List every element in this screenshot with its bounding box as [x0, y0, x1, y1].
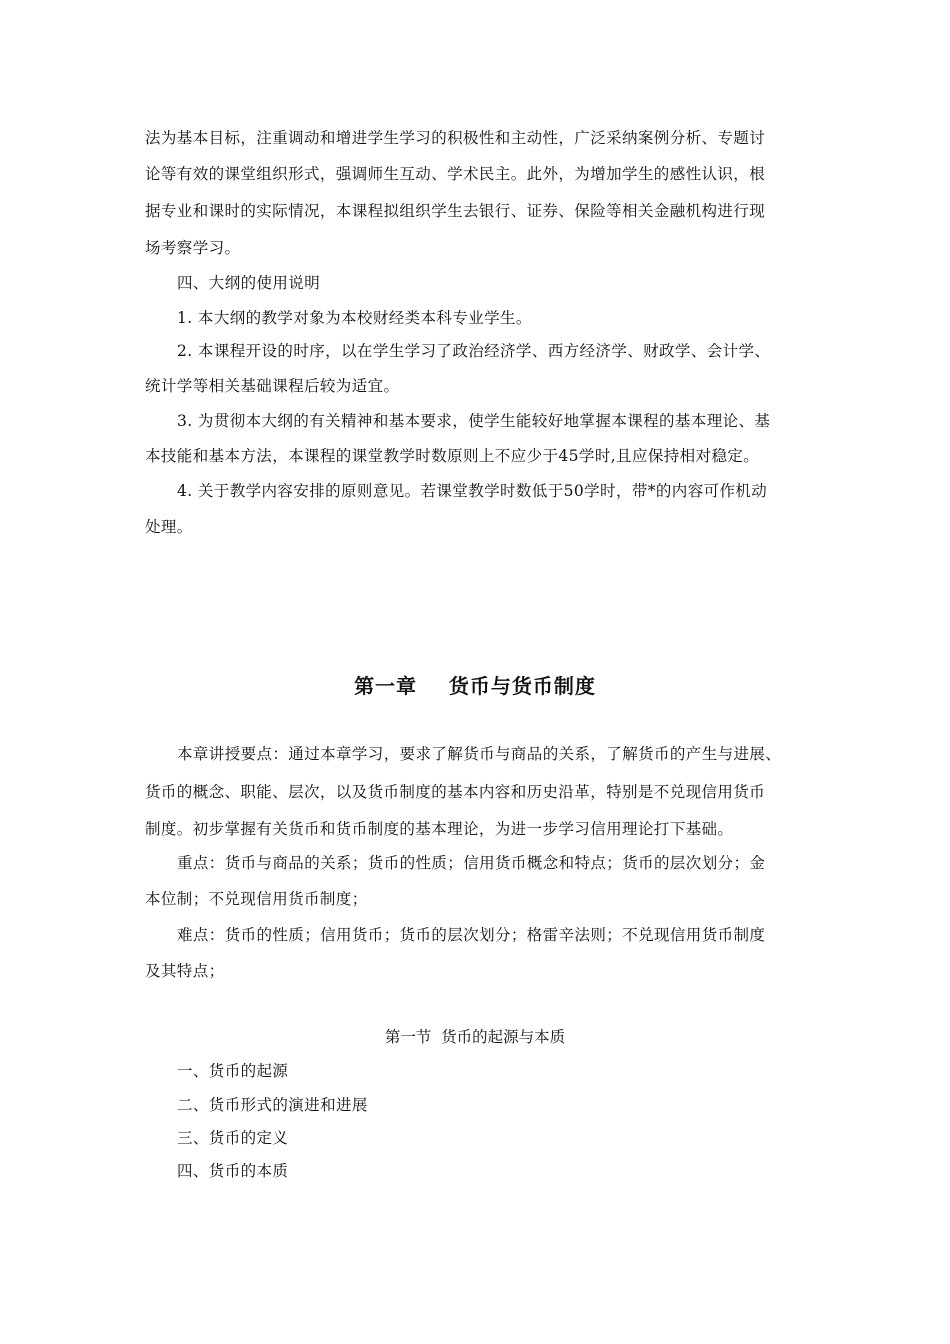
usage-item-4: 4. 关于教学内容安排的原则意见。若课堂教学时数低于50学时，带*的内容可作机动	[177, 482, 768, 500]
intro-line: 据专业和课时的实际情况，本课程拟组织学生去银行、证券、保险等相关金融机构进行现	[145, 202, 766, 220]
intro-line: 法为基本目标，注重调动和增进学生学习的积极性和主动性，广泛采纳案例分析、专题讨	[145, 129, 766, 147]
chapter-summary-cont: 货币的概念、职能、层次，以及货币制度的基本内容和历史沿革，特别是不兑现信用货币	[145, 783, 766, 801]
usage-item-2: 2. 本课程开设的时序，以在学生学习了政治经济学、西方经济学、财政学、会计学、	[177, 342, 771, 360]
section-item: 三、货币的定义	[177, 1129, 289, 1147]
chapter-summary-cont: 制度。初步掌握有关货币和货币制度的基本理论，为进一步学习信用理论打下基础。	[145, 820, 734, 838]
section-item: 四、货币的本质	[177, 1162, 289, 1180]
chapter-title: 第一章 货币与货币制度	[354, 674, 596, 698]
difficult-points: 难点：货币的性质；信用货币；货币的层次划分；格雷辛法则；不兑现信用货币制度	[177, 926, 766, 944]
usage-item-3: 3. 为贯彻本大纲的有关精神和基本要求，使学生能较好地掌握本课程的基本理论、基	[177, 412, 771, 430]
section-title: 第一节 货币的起源与本质	[384, 1028, 566, 1046]
chapter-summary: 本章讲授要点：通过本章学习，要求了解货币与商品的关系，了解货币的产生与进展、	[177, 745, 782, 763]
usage-heading: 四、大纲的使用说明	[177, 274, 321, 292]
section-item: 一、货币的起源	[177, 1062, 289, 1080]
usage-item-1: 1. 本大纲的教学对象为本校财经类本科专业学生。	[177, 309, 532, 327]
intro-line: 论等有效的课堂组织形式，强调师生互动、学术民主。此外，为增加学生的感性认识，根	[145, 165, 766, 183]
usage-item-3-cont: 本技能和基本方法，本课程的课堂教学时数原则上不应少于45学时,且应保持相对稳定。	[145, 447, 760, 465]
usage-item-2-cont: 统计学等相关基础课程后较为适宜。	[145, 377, 400, 395]
intro-line: 场考察学习。	[145, 239, 241, 257]
usage-item-4-cont: 处理。	[145, 518, 193, 536]
section-item: 二、货币形式的演进和进展	[177, 1096, 368, 1114]
key-points: 重点：货币与商品的关系；货币的性质；信用货币概念和特点；货币的层次划分；金	[177, 854, 766, 872]
difficult-points-cont: 及其特点；	[145, 962, 225, 980]
key-points-cont: 本位制；不兑现信用货币制度；	[145, 890, 368, 908]
